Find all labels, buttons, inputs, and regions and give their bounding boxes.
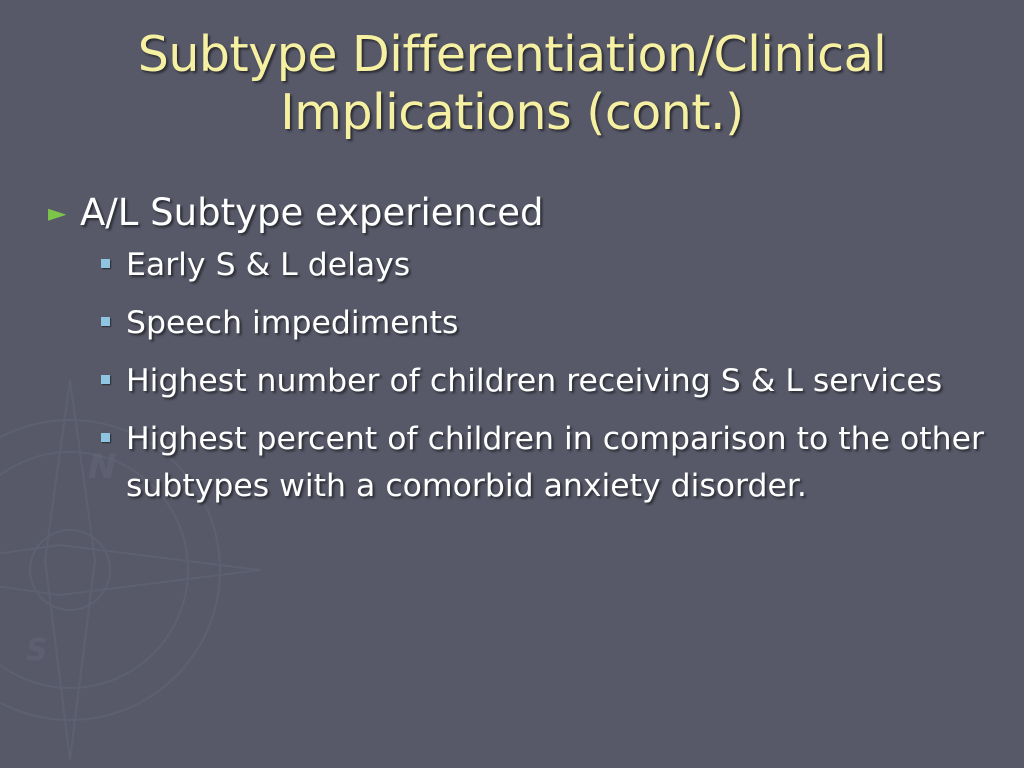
sub-bullet-text: Highest percent of children in comparison to the other subtypes with a comorbid anxiety disorder. <box>126 421 984 504</box>
square-bullet-icon <box>98 242 126 289</box>
sub-bullet-text: Highest number of children receiving S & L services <box>126 363 943 399</box>
square-bullet-icon <box>98 358 126 405</box>
bullet-text: A/L Subtype experienced <box>80 191 544 234</box>
slide-content <box>48 190 988 521</box>
sub-bullet-text: Early S & L delays <box>126 247 411 283</box>
slide-title <box>60 26 964 142</box>
square-bullet-icon <box>98 416 126 463</box>
square-bullet-icon <box>98 300 126 347</box>
sub-bullet-item <box>98 300 988 347</box>
sub-bullet-item <box>98 358 988 405</box>
title-line-1: Subtype Differentiation/Clinical <box>137 26 887 83</box>
arrow-bullet-icon: ► <box>48 199 67 227</box>
sub-bullet-item <box>98 416 988 510</box>
watermark-letter-s: S <box>26 633 48 668</box>
title-line-2: Implications (cont.) <box>280 84 744 141</box>
bullet-item <box>48 190 988 236</box>
sub-bullet-text: Speech impediments <box>126 305 459 341</box>
sub-bullet-list <box>48 242 988 510</box>
sub-bullet-item <box>98 242 988 289</box>
watermark-letter-n: N <box>88 447 117 487</box>
